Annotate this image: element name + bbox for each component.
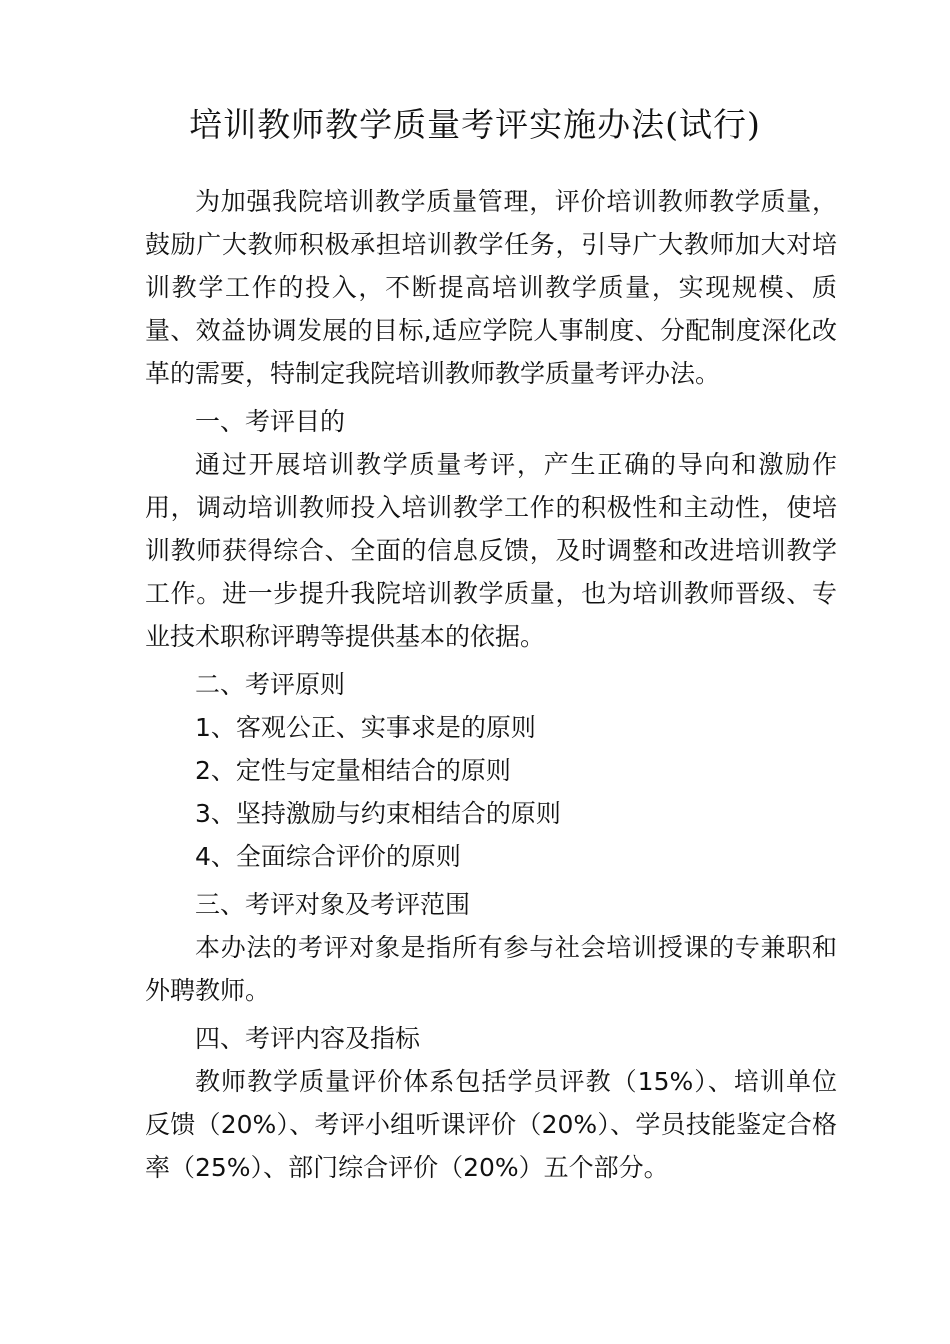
principle-item: 1、客观公正、实事求是的原则 [195,713,536,742]
section-heading-indicators: 四、考评内容及指标 [195,1024,421,1053]
document-title: 培训教师教学质量考评实施办法(试行) [189,105,761,144]
document-body [145,180,837,1189]
intro-paragraph: 为加强我院培训教学质量管理，评价培训教师教学质量，鼓励广大教师积极承担培训教学任务，引导广大教师加大对培训教学工作的投入，不断提高培训教学质量，实现规模、质量、效益协调发展的目标,适应学院人事制度、分配制度深化改革的需要，特制定我院培训教师教学质量考评办法。 [145,187,837,388]
section-body-scope: 本办法的考评对象是指所有参与社会培训授课的专兼职和外聘教师。 [145,933,837,1005]
principle-item: 2、定性与定量相结合的原则 [195,756,511,785]
section-heading-purpose: 一、考评目的 [195,407,346,436]
section-body-indicators: 教师教学质量评价体系包括学员评教（15%）、培训单位反馈（20%）、考评小组听课评价（20%）、学员技能鉴定合格率（25%）、部门综合评价（20%）五个部分。 [145,1067,837,1182]
section-heading-scope: 三、考评对象及考评范围 [195,890,471,919]
principle-item: 4、全面综合评价的原则 [195,842,461,871]
section-heading-principles: 二、考评原则 [195,670,346,699]
principle-item: 3、坚持激励与约束相结合的原则 [195,799,561,828]
section-body-purpose: 通过开展培训教学质量考评，产生正确的导向和激励作用，调动培训教师投入培训教学工作的积极性和主动性，使培训教师获得综合、全面的信息反馈，及时调整和改进培训教学工作。进一步提升我院培训教学质量，也为培训教师晋级、专业技术职称评聘等提供基本的依据。 [145,450,837,651]
